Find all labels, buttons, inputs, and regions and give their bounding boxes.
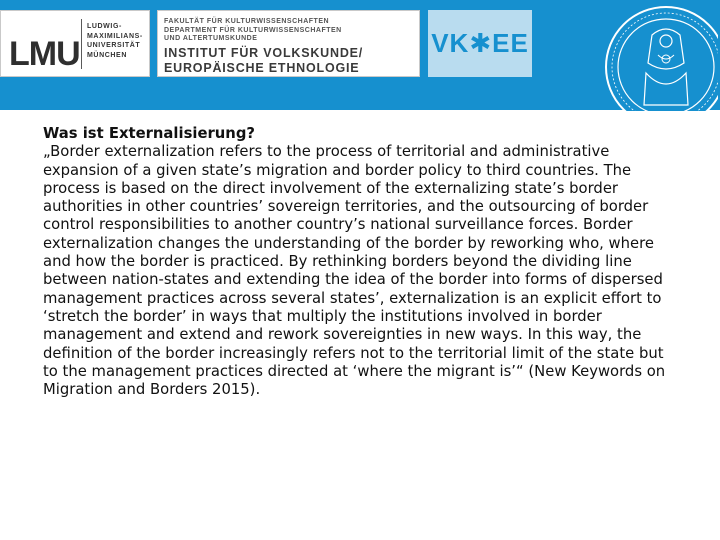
faculty-line: FAKULTÄT FÜR KULTURWISSENSCHAFTEN (164, 18, 330, 25)
content-block (43, 125, 683, 399)
institute-line: EUROPÄISCHE ETHNOLOGIE (164, 61, 360, 75)
header-banner (0, 0, 720, 110)
university-name (87, 22, 143, 60)
university-name-line: MÜNCHEN (87, 51, 127, 59)
faculty-line: DEPARTMENT FÜR KULTURWISSENSCHAFTEN (164, 26, 342, 34)
university-seal-icon (600, 5, 718, 111)
lmu-logo (0, 10, 150, 77)
institute-line: INSTITUT FÜR VOLKSKUNDE/ (164, 46, 364, 60)
faculty-logo (157, 10, 420, 77)
page-title: Was ist Externalisierung? (43, 125, 256, 142)
vkee-wordmark: VK✱EE (431, 28, 529, 58)
university-name-line: MAXIMILIANS- (87, 32, 143, 40)
vkee-logo (428, 10, 532, 77)
institute-name (164, 46, 363, 76)
university-name-line: LUDWIG- (87, 23, 122, 30)
university-name-line: UNIVERSITÄT (87, 42, 141, 49)
lmu-wordmark: LMU (9, 35, 80, 73)
quote-paragraph: „Border externalization refers to the process of territorial and administrative expansion of a given state’s migration and border policy to third countries. The process is based on the direct involvement of the externalizing state’s border authorities in other countries’ sovereign territories, and the outsourcing of border control responsibilities to another country’s national surveillance forces. Border externalization changes the understanding of the border by reworking who, where and how the border is practiced. By rethinking borders beyond the dividing line between nation-states and extending the idea of the border into forms of dispersed management practices across several states’, externalization is an explicit effort to ‘stretch the border’ in ways that multiply the institutions involved in border management and extend and rework sovereignties in new ways. In this way, the definition of the border increasingly refers not to the territorial limit of the state but to the management practices directed at ‘where the migrant is’“ (New Keywords on Migration and Borders 2015). (43, 143, 666, 399)
faculty-line: UND ALTERTUMSKUNDE (164, 35, 258, 42)
logo-divider (81, 19, 82, 69)
faculty-name (164, 18, 342, 44)
